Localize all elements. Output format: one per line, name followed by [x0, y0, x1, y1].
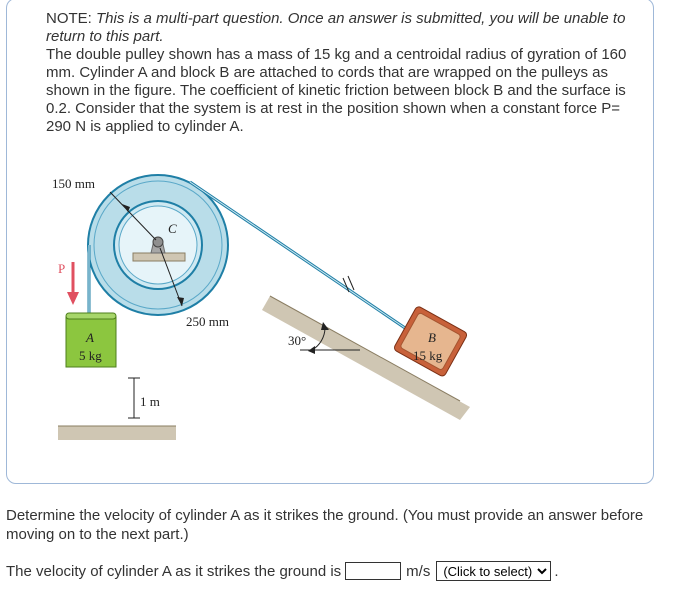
period: . — [554, 562, 559, 580]
pulley-figure — [40, 170, 470, 450]
direction-select[interactable] — [436, 561, 551, 581]
label-B-mass: 15 kg — [413, 348, 443, 363]
answer-line — [6, 561, 559, 581]
label-P: P — [58, 261, 66, 276]
unit-label: m/s — [406, 562, 431, 580]
problem-text — [46, 10, 636, 136]
label-30deg: 30° — [288, 333, 307, 348]
label-1m: 1 m — [140, 394, 160, 409]
angle-arrow-top — [321, 322, 329, 330]
note-label: NOTE: — [46, 10, 92, 27]
ground-A — [58, 426, 176, 440]
note-text: This is a multi-part question. Once an answer is submitted, you will be unable to return to this part. — [46, 10, 626, 45]
label-A: A — [86, 330, 94, 345]
label-B: B — [428, 330, 436, 345]
question-text: Determine the velocity of cylinder A as it strikes the ground. (You must provide an answer before moving on to the next part.) — [6, 507, 644, 543]
force-P-arrowhead — [67, 292, 79, 305]
cord-break-2 — [348, 276, 354, 290]
note-paragraph — [46, 10, 636, 46]
cylinder-A-top — [66, 313, 116, 319]
pulley-support — [133, 253, 185, 261]
label-150mm: 150 mm — [52, 176, 95, 191]
answer-prefix: The velocity of cylinder A as it strikes the ground is — [6, 562, 342, 580]
velocity-answer-input[interactable] — [345, 562, 401, 580]
problem-statement: The double pulley shown has a mass of 15 kg and a centroidal radius of gyration of 160 mm. Cylinder A and block B are attached to cords that are wrapped on the pulleys as shown in the figure. The coefficient of kinetic friction between block B and the surface is 0.2. Consider that the system is at rest in the position shown when a constant force P= 290 N is applied to cylinder A. — [46, 46, 627, 135]
label-C: C — [168, 221, 177, 236]
label-A-mass: 5 kg — [79, 348, 102, 363]
label-250mm: 250 mm — [186, 314, 229, 329]
